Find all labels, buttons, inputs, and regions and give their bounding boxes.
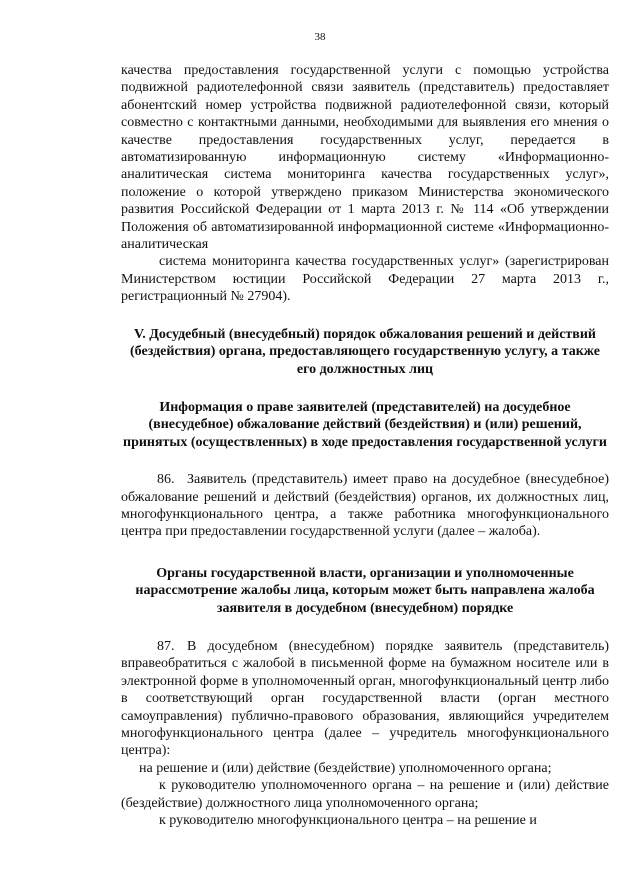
paragraph-87 [121, 638, 609, 760]
paragraph-87-item: к руководителю уполномоченного органа – на решение и (или) действие (бездействие) должностного лица уполномоченного органа; [121, 778, 609, 811]
document-body [121, 62, 609, 829]
subsection-heading-organs: Органы государственной власти, организации и уполномоченные нарассмотрение жалобы лица, которым может быть направлена жалоба заявителя в досудебном (внесудебном) порядке [135, 565, 595, 616]
paragraph-87-item: к руководителю многофункционального центра – на решение и [159, 813, 537, 829]
paragraph-continuation: качества предоставления государственной услуги с помощью устройства подвижной радиотелефонной связи заявитель (представитель) предоставляет абонентский номер устройства подвижной радиотелефонной связи, который совместно с контактными данными, необходимыми для выявления его мнения о качестве предоставления государственных услуг, передается в автоматизированную информационную систему «Информационно-аналитическая система мониторинга качества государственных услуг», положение о которой утверждено приказом Министерства экономического развития Российской Федерации от 1 марта 2013 г. № 114 «Об утверждении Положения об автоматизированной информационной системе «Информационно-аналитическая [121, 63, 609, 253]
page-number: 38 [314, 31, 326, 43]
paragraph-86 [121, 471, 609, 541]
paragraph-87-number: 87. [157, 638, 175, 654]
subsection-heading-rights: Информация о праве заявителей (представителей) на досудебное (внесудебное) обжалование действий (бездействия) и (или) решений, принятых (осуществленных) в ходе предоставления государственной услуги [123, 399, 607, 450]
section-heading: V. Досудебный (внесудебный) порядок обжалования решений и действий (бездействия) органа, предоставляющего государственную услугу, а также его должностных лиц [130, 326, 600, 377]
paragraph-86-text: Заявитель (представитель) имеет право на досудебное (внесудебное) обжалование решений и действий (бездействия) органов, их должностных лиц, многофункционального центра, а также работника многофункционального центра при предоставлении государственной услуги (далее – жалоба). [121, 472, 609, 540]
paragraph-continuation-end: система мониторинга качества государственных услуг» (зарегистрирован Министерством юстиции Российской Федерации 27 марта 2013 г., регистрационный № 27904). [121, 254, 609, 305]
paragraph-86-number: 86. [157, 472, 175, 488]
paragraph-87-text: В досудебном (внесудебном) порядке заявитель (представитель) вправеобратиться с жалобой в письменной форме на бумажном носителе или в электронной форме в уполномоченный орган, многофункциональный центр либо в соответствующий орган государственной власти (орган местного самоуправления) публично-правового образования, являющийся учредителем многофункционального центра (далее – учредитель многофункционального центра): [121, 638, 609, 759]
paragraph-87-item: на решение и (или) действие (бездействие) уполномоченного органа; [139, 760, 552, 776]
